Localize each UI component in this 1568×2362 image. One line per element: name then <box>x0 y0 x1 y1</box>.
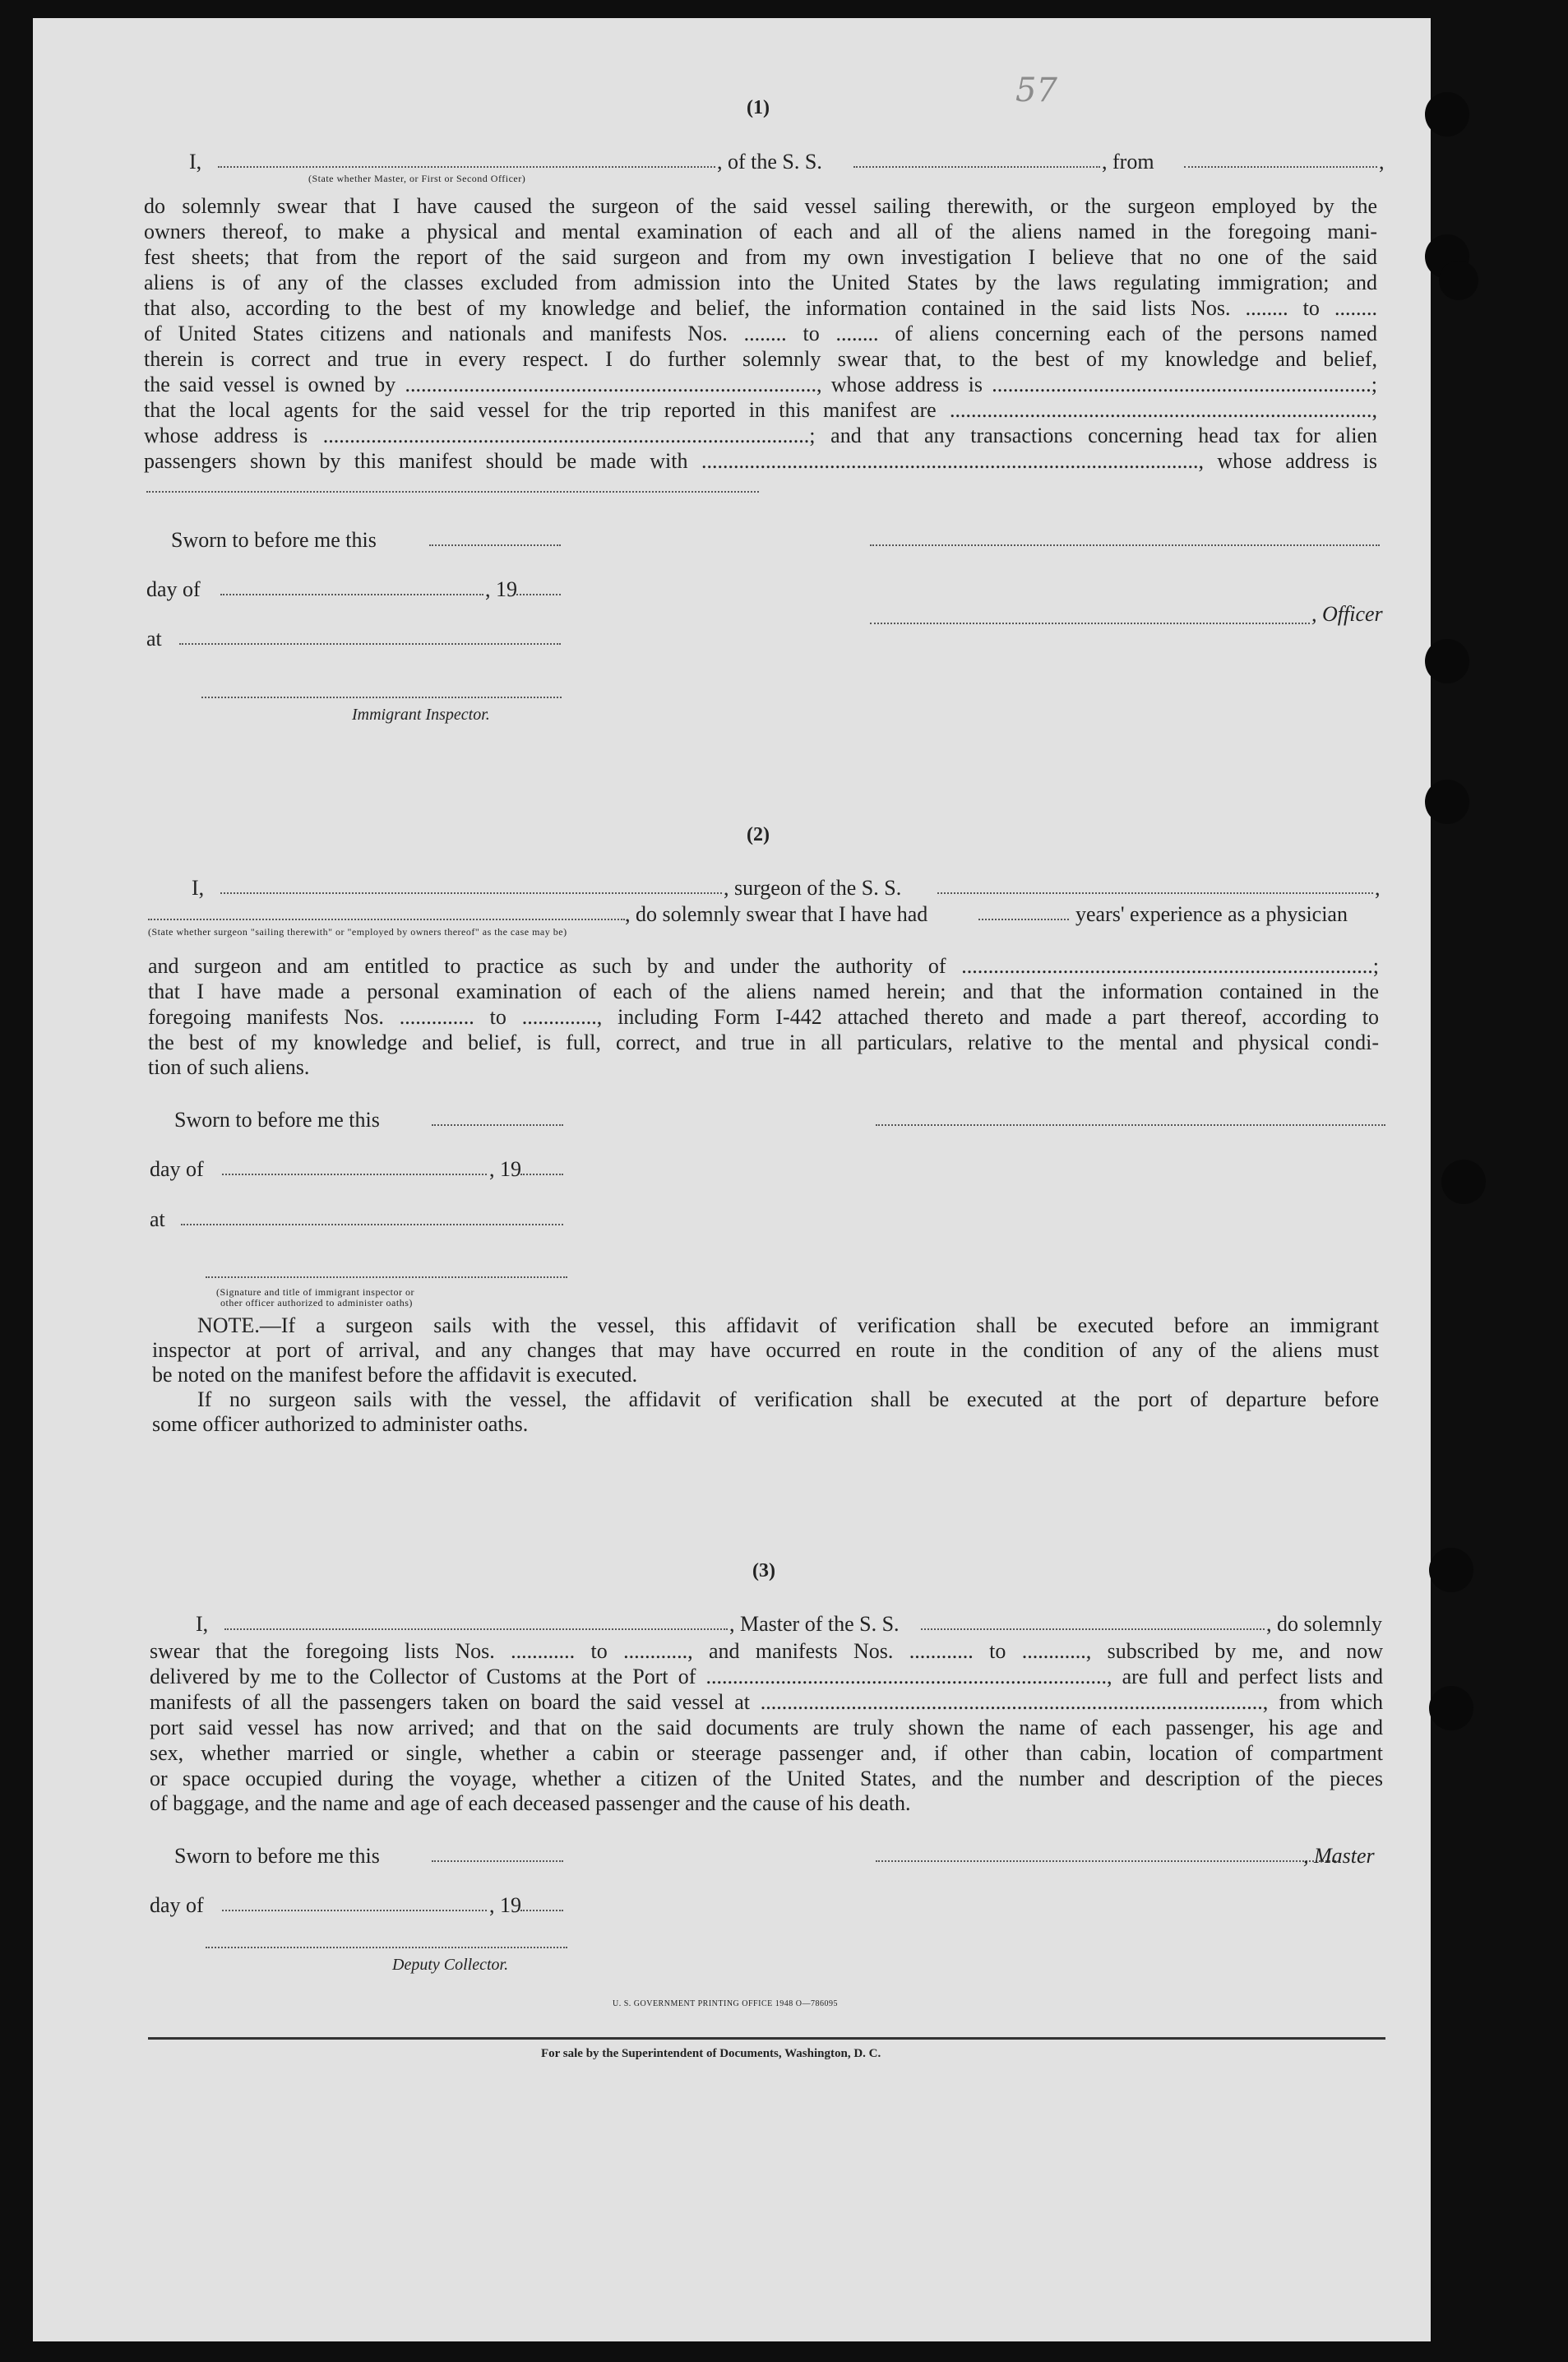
s2-sig-caption-1: (Signature and title of immigrant inspector or <box>216 1286 414 1298</box>
s1-officer-title-field[interactable] <box>218 166 715 168</box>
section-3-number: (3) <box>752 1560 775 1582</box>
s1-officer-label: , Officer <box>1311 602 1383 626</box>
s2-surgeon-type-field[interactable] <box>148 919 625 920</box>
s3-collector-signature-field[interactable] <box>206 1947 567 1948</box>
punch-hole <box>1425 780 1469 824</box>
section-2-number: (2) <box>747 824 770 845</box>
s1-sworn-date-field[interactable] <box>429 544 561 546</box>
s2-signature-field[interactable] <box>876 1124 1385 1126</box>
for-sale-line: For sale by the Superintendent of Documents, Washington, D. C. <box>541 2047 881 2060</box>
s3-master-label: , Master of the S. S. <box>729 1612 900 1636</box>
punch-hole <box>1425 639 1469 683</box>
s1-inspector-signature-field[interactable] <box>201 697 562 698</box>
s2-inspector-signature-field[interactable] <box>206 1276 567 1278</box>
s1-officer-field[interactable] <box>870 623 1310 624</box>
s2-surgeon-label: , surgeon of the S. S. <box>724 876 902 900</box>
s1-signature-field[interactable] <box>870 544 1380 546</box>
s1-year-field[interactable] <box>516 594 561 595</box>
s1-of-ss: , of the S. S. <box>717 150 822 174</box>
handwritten-page-number: 57 <box>1015 72 1057 109</box>
s3-vessel-field[interactable] <box>921 1628 1265 1630</box>
s2-surgeon-name-field[interactable] <box>220 892 722 894</box>
punch-hole <box>1429 1548 1473 1592</box>
printing-office-line: U. S. GOVERNMENT PRINTING OFFICE 1948 O—786095 <box>613 1999 838 2008</box>
s1-from: , from <box>1102 150 1154 174</box>
s3-day-field[interactable] <box>222 1910 487 1911</box>
s3-year-label: , 19 <box>489 1893 521 1917</box>
punch-hole <box>1439 261 1478 300</box>
s3-solemnly-label: , do solemnly <box>1266 1612 1382 1636</box>
s1-day-field[interactable] <box>220 594 483 595</box>
s1-from-field[interactable] <box>1184 166 1377 168</box>
s3-sworn-label: Sworn to before me this <box>174 1844 380 1868</box>
s2-note: NOTE.—If a surgeon sails with the vessel, this affidavit of verification shall be executed before an immigrant inspector at port of arrival, and any changes that may have occurred en route in the condition of any of the aliens must be noted on the manifest before the affidavit is executed. If no surgeon sails with the vessel, the affidavit of verification shall be executed at the port of departure before some officer authorized to administer oaths. <box>152 1313 1379 1436</box>
s1-sworn-label: Sworn to before me this <box>171 528 377 552</box>
s2-swear-label: , do solemnly swear that I have had <box>625 902 928 926</box>
s2-sworn-label: Sworn to before me this <box>174 1108 380 1132</box>
s2-vessel-field[interactable] <box>937 892 1373 894</box>
s3-master-sig-label: , Master <box>1303 1844 1375 1868</box>
s2-at-label: at <box>150 1207 165 1231</box>
s2-sig-caption-2: other officer authorized to administer oaths) <box>220 1297 413 1308</box>
s3-year-field[interactable] <box>520 1910 563 1911</box>
s1-comma: , <box>1379 150 1385 174</box>
s2-at-field[interactable] <box>181 1224 563 1225</box>
s3-master-name-field[interactable] <box>224 1628 728 1630</box>
s1-day-of-label: day of <box>146 577 201 601</box>
s1-oath-paragraph: do solemnly swear that I have caused the surgeon of the said vessel sailing therewith, or the surgeon employed by the owners thereof, to make a physical and mental examination of each and all of the aliens named in the foregoing mani- fest sheets; that from the report of the said surgeon and from my own investigation I believe that no one of the said aliens is of any of the classes excluded from admission into the United States by the laws regulating immigration; and that also, according to the best of my knowledge and belief, the information contained in the said lists Nos. ........ to ........ of United States citizens and nationals and manifests Nos. ........ to ........ of aliens concerning each of the persons named therein is correct and true in every respect. I do further solemnly swear that, to the best of my knowledge and belief, the said vessel is owned by ............................................................................., whose address is .......................................................................; that the local agents for the said vessel for the trip reported in this manifest are ..............................................................................., whose address is ...........................................................................................; and that any transactions concerning head tax for alien passengers shown by this manifest should be made with ............................................................................................., whose address is <box>144 194 1377 473</box>
s2-oath-paragraph: and surgeon and am entitled to practice as such by and under the authority of .............................................................................; that I have made a personal examination of each of the aliens named herein; and that the information contained in the foregoing manifests Nos. .............. to .............., including Form I-442 attached thereto and made a part thereof, according to the best of my knowledge and belief, is full, correct, and true in all particulars, relative to the mental and physical condi- <box>148 954 1379 1054</box>
s1-vessel-field[interactable] <box>853 166 1100 168</box>
s1-title-caption: (State whether Master, or First or Second Officer) <box>308 173 526 184</box>
s2-sworn-date-field[interactable] <box>432 1124 563 1126</box>
s2-years-field[interactable] <box>978 919 1069 920</box>
s3-i: I, <box>196 1612 209 1636</box>
s2-comma: , <box>1375 876 1381 900</box>
footer-rule <box>148 2037 1385 2040</box>
s2-day-of-label: day of <box>150 1157 204 1181</box>
section-1-number: (1) <box>747 97 770 118</box>
s3-sworn-date-field[interactable] <box>432 1860 563 1862</box>
s3-deputy-label: Deputy Collector. <box>392 1956 509 1974</box>
s2-day-field[interactable] <box>222 1174 487 1175</box>
s3-day-of-label: day of <box>150 1893 204 1917</box>
s3-oath-paragraph: swear that the foregoing lists Nos. ............ to ............, and manifests Nos. ............ to ............, subscribed by me, and now delivered by me to the Collector of Customs at the Port of ..........................................................................., are full and perfect lists and manifests of all the passengers taken on board the said vessel at .............................................................................................., from which port said vessel has now arrived; and that on the said documents are truly shown the name of each passenger, his age and sex, whether married or single, whether a cabin or steerage passenger and, if other than cabin, location of compartment or space occupied during the voyage, whether a citizen of the United States, and the number and description of the pieces <box>150 1639 1383 1790</box>
s1-at-field[interactable] <box>179 643 561 645</box>
s1-year-label: , 19 <box>485 577 517 601</box>
s1-i: I, <box>189 150 202 174</box>
s2-type-caption: (State whether surgeon "sailing therewith" or "employed by owners thereof" as the case may be) <box>148 926 567 938</box>
s2-year-field[interactable] <box>520 1174 563 1175</box>
punch-hole <box>1425 92 1469 137</box>
s2-year-label: , 19 <box>489 1157 521 1181</box>
s2-oath-last-line: tion of such aliens. <box>148 1055 310 1079</box>
s1-inspector-label: Immigrant Inspector. <box>352 706 490 724</box>
s1-at-label: at <box>146 627 162 651</box>
form-page <box>33 18 1431 2341</box>
s3-oath-last-line: of baggage, and the name and age of each deceased passenger and the cause of his death. <box>150 1791 911 1815</box>
punch-hole <box>1441 1160 1486 1204</box>
s1-address-continuation-field[interactable] <box>146 491 759 493</box>
punch-hole <box>1429 1686 1473 1730</box>
s3-master-signature-field[interactable] <box>876 1860 1336 1862</box>
s2-years-label: years' experience as a physician <box>1075 902 1348 926</box>
s2-i: I, <box>192 876 205 900</box>
